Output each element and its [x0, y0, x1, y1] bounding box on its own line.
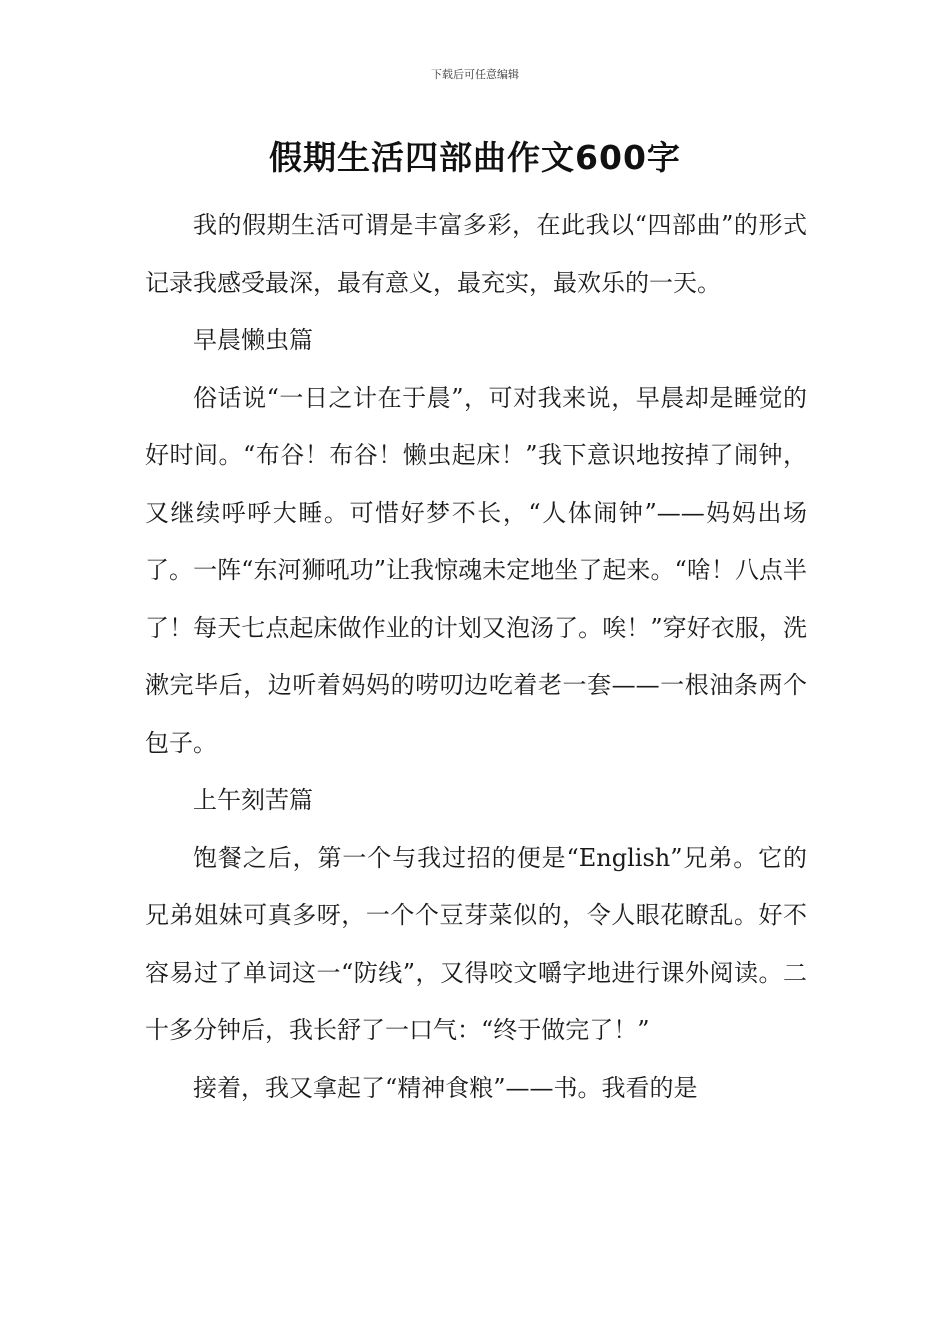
section-heading-morning: 早晨懒虫篇: [193, 326, 313, 354]
article-body: [145, 197, 807, 1117]
paragraph-forenoon: 饱餐之后，第一个与我过招的便是“English”兄弟。它的兄弟姐妹可真多呀，一个个豆芽菜似的，令人眼花瞭乱。好不容易过了单词这一“防线”，又得咬文嚼字地进行课外阅读。二十多分钟后，我长舒了一口气：“终于做完了！”: [145, 843, 807, 1044]
header-note: 下载后可任意编辑: [431, 68, 519, 81]
paragraph-intro: 我的假期生活可谓是丰富多彩，在此我以“四部曲”的形式记录我感受最深，最有意义，最充实，最欢乐的一天。: [145, 211, 807, 297]
paragraph-morning: 俗话说“一日之计在于晨”，可对我来说，早晨却是睡觉的好时间。“布谷！布谷！懒虫起床！”我下意识地按掉了闹钟，又继续呼呼大睡。可惜好梦不长，“人体闹钟”——妈妈出场了。一阵“东河狮吼功”让我惊魂未定地坐了起来。“啥！八点半了！每天七点起床做作业的计划又泡汤了。唉！”穿好衣服，洗漱完毕后，边听着妈妈的唠叨边吃着老一套——一根油条两个包子。: [145, 383, 807, 757]
paragraph-reading: 接着，我又拿起了“精神食粮”——书。我看的是: [193, 1073, 698, 1102]
section-heading-forenoon: 上午刻苦篇: [193, 786, 313, 814]
page-title: 假期生活四部曲作文600字: [269, 138, 681, 177]
